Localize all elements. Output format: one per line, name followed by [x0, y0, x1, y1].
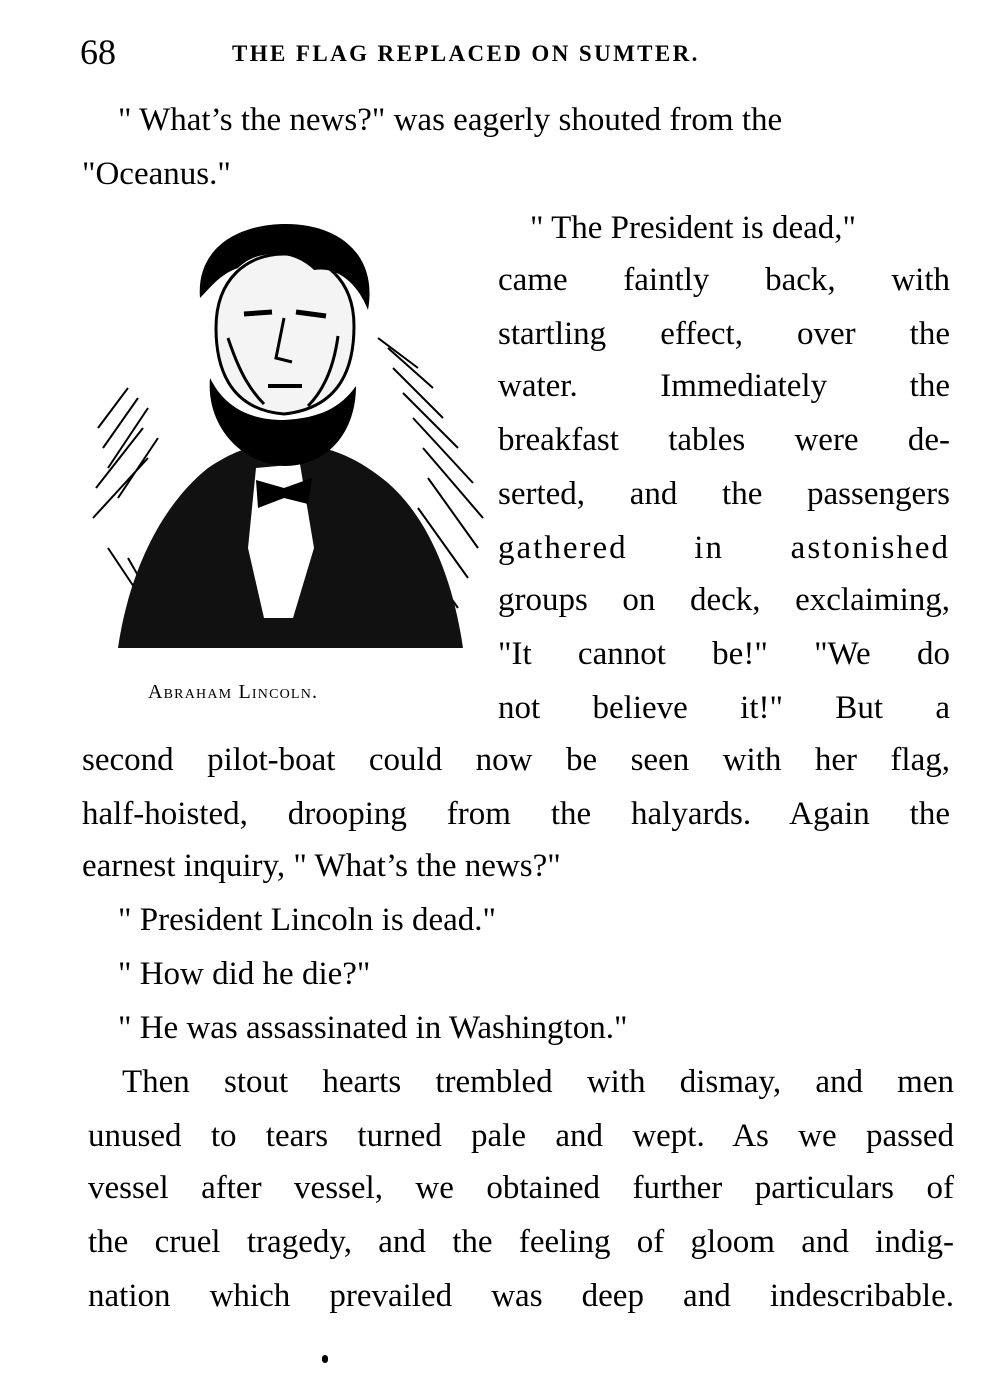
- page-number: 68: [80, 32, 116, 72]
- text-line: Then stout hearts trembled with dismay, and men: [122, 1064, 954, 1100]
- text-line: second pilot-boat could now be seen with her flag,: [82, 742, 950, 778]
- running-head: [80, 30, 950, 80]
- ink-speck: [322, 1355, 328, 1363]
- text-line: vessel after vessel, we obtained further particulars of: [88, 1170, 954, 1206]
- running-title: THE FLAG REPLACED ON SUMTER.: [232, 41, 700, 66]
- abraham-lincoln-portrait: [88, 218, 488, 648]
- text-line: earnest inquiry, " What’s the news?": [82, 848, 561, 884]
- text-line: the cruel tragedy, and the feeling of gloom and indig-: [88, 1224, 954, 1260]
- text-line: not believe it!" But a: [498, 690, 950, 726]
- text-line: unused to tears turned pale and wept. As we passed: [88, 1118, 954, 1154]
- text-line: nation which prevailed was deep and indescribable.: [88, 1278, 954, 1314]
- text-line: water. Immediately the: [498, 368, 950, 404]
- text-line: "It cannot be!" "We do: [498, 636, 950, 672]
- text-line: gathered in astonished: [498, 530, 950, 566]
- text-line: " The President is dead,": [530, 210, 857, 246]
- text-line: startling effect, over the: [498, 316, 950, 352]
- text-line: " He was assassinated in Washington.": [118, 1010, 628, 1046]
- text-line: " How did he die?": [118, 956, 371, 992]
- text-line: " President Lincoln is dead.": [118, 902, 496, 938]
- text-line: groups on deck, exclaiming,: [498, 582, 950, 618]
- face: [216, 254, 354, 414]
- text-line: half-hoisted, drooping from the halyards. Again the: [82, 796, 950, 832]
- text-line: serted, and the passengers: [498, 476, 950, 512]
- text-line: came faintly back, with: [498, 262, 950, 298]
- text-line: " What’s the news?" was eagerly shouted from the: [118, 102, 783, 138]
- text-line: "Oceanus.": [82, 156, 231, 192]
- text-line: breakfast tables were de-: [498, 422, 950, 458]
- figure-caption: Abraham Lincoln.: [148, 681, 319, 703]
